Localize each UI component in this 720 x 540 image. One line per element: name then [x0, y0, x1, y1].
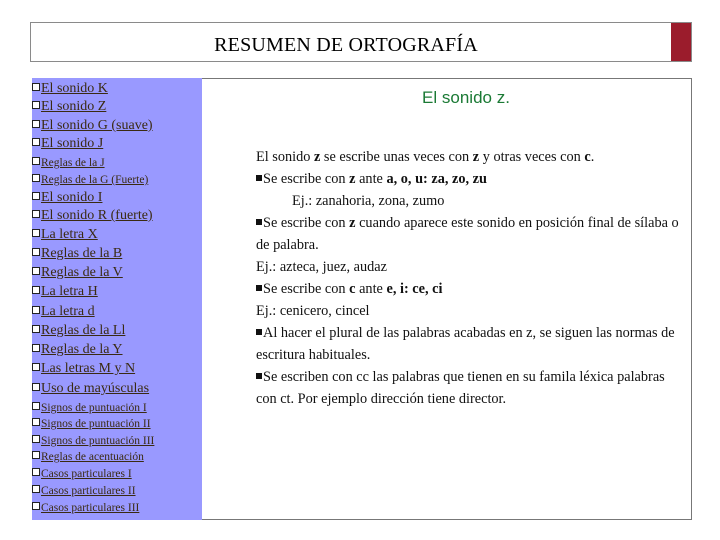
sidebar-item-label[interactable]: La letra d: [41, 304, 95, 319]
sidebar-item[interactable]: [32, 266, 123, 280]
example-line: Ej.: cenicero, cincel: [256, 303, 370, 319]
checkbox-bullet-icon: [32, 344, 40, 352]
checkbox-bullet-icon: [32, 435, 40, 443]
checkbox-bullet-icon: [32, 267, 40, 275]
square-bullet-icon: [256, 175, 262, 181]
sidebar-item-label[interactable]: El sonido R (fuerte): [41, 208, 153, 223]
sidebar-item-label[interactable]: Signos de puntuación II: [41, 418, 151, 430]
sidebar-item[interactable]: [32, 402, 147, 415]
sidebar-item-label[interactable]: Casos particulares III: [41, 502, 140, 514]
content-title: El sonido z.: [422, 88, 510, 107]
sidebar-item[interactable]: [32, 362, 135, 376]
page-title: RESUMEN DE ORTOGRAFÍA: [214, 34, 478, 56]
checkbox-bullet-icon: [32, 138, 40, 146]
checkbox-bullet-icon: [32, 192, 40, 200]
sidebar-item[interactable]: [32, 502, 139, 515]
sidebar-item-label[interactable]: La letra X: [41, 227, 98, 242]
checkbox-bullet-icon: [32, 83, 40, 91]
sidebar-item[interactable]: [32, 285, 98, 299]
sidebar-item[interactable]: [32, 343, 123, 357]
checkbox-bullet-icon: [32, 286, 40, 294]
checkbox-bullet-icon: [32, 248, 40, 256]
sidebar-item[interactable]: [32, 451, 144, 464]
sidebar-item-label[interactable]: El sonido I: [41, 190, 103, 205]
sidebar-item[interactable]: [32, 418, 151, 431]
checkbox-bullet-icon: [32, 101, 40, 109]
sidebar-item-label[interactable]: Reglas de la Ll: [41, 323, 126, 338]
checkbox-bullet-icon: [32, 502, 40, 510]
sidebar-item[interactable]: [32, 382, 149, 396]
checkbox-bullet-icon: [32, 485, 40, 493]
rule-item: Se escribe con c ante e, i: ce, ci: [256, 278, 688, 300]
checkbox-bullet-icon: [32, 468, 40, 476]
checkbox-bullet-icon: [32, 402, 40, 410]
checkbox-bullet-icon: [32, 229, 40, 237]
sidebar-item-label[interactable]: Reglas de la V: [41, 265, 123, 280]
square-bullet-icon: [256, 329, 262, 335]
checkbox-bullet-icon: [32, 383, 40, 391]
sidebar-item-label[interactable]: La letra H: [41, 284, 98, 299]
checkbox-bullet-icon: [32, 210, 40, 218]
sidebar-item[interactable]: [32, 324, 125, 338]
checkbox-bullet-icon: [32, 325, 40, 333]
sidebar-item[interactable]: [32, 137, 103, 151]
sidebar-item[interactable]: [32, 468, 132, 481]
sidebar-item-label[interactable]: Casos particulares II: [41, 485, 136, 497]
rule-item: Se escriben con cc las palabras que tienen en su famila léxica palabras con ct. Por ejemplo dirección tiene director.: [256, 369, 665, 407]
checkbox-bullet-icon: [32, 418, 40, 426]
checkbox-bullet-icon: [32, 120, 40, 128]
example-line: Ej.: azteca, juez, audaz: [256, 259, 387, 275]
intro-paragraph: El sonido z se escribe unas veces con z y otras veces con c.: [256, 149, 595, 165]
sidebar-item-label[interactable]: Las letras M y N: [41, 361, 136, 376]
sidebar-item-label[interactable]: Reglas de la G (Fuerte): [41, 174, 149, 186]
slide-header: [30, 22, 692, 62]
sidebar-item-label[interactable]: Signos de puntuación I: [41, 402, 147, 414]
square-bullet-icon: [256, 285, 262, 291]
rule-item: Al hacer el plural de las palabras acabadas en z, se siguen las normas de escritura habituales.: [256, 325, 675, 363]
checkbox-bullet-icon: [32, 157, 40, 165]
sidebar-item-label[interactable]: Reglas de acentuación: [41, 451, 144, 463]
example-line: Ej.: zanahoria, zona, zumo: [292, 193, 445, 209]
sidebar-item[interactable]: [32, 305, 95, 319]
sidebar-item[interactable]: [32, 191, 102, 205]
content-body: [256, 146, 688, 410]
sidebar-item-label[interactable]: El sonido Z: [41, 99, 107, 114]
rule-item: Se escribe con z cuando aparece este sonido en posición final de sílaba o de palabra.: [256, 215, 679, 253]
sidebar-item[interactable]: [32, 435, 154, 448]
sidebar-item-label[interactable]: Uso de mayúsculas: [41, 381, 150, 396]
sidebar-item-label[interactable]: Reglas de la Y: [41, 342, 123, 357]
sidebar-item[interactable]: [32, 82, 108, 96]
checkbox-bullet-icon: [32, 363, 40, 371]
checkbox-bullet-icon: [32, 451, 40, 459]
sidebar-item[interactable]: [32, 174, 148, 187]
checkbox-bullet-icon: [32, 174, 40, 182]
sidebar-item-label[interactable]: Signos de puntuación III: [41, 435, 155, 447]
sidebar-item[interactable]: [32, 209, 153, 223]
sidebar-item[interactable]: [32, 228, 98, 242]
sidebar-item[interactable]: [32, 119, 153, 133]
sidebar-item-label[interactable]: El sonido K: [41, 81, 108, 96]
sidebar-item-label[interactable]: El sonido G (suave): [41, 118, 153, 133]
sidebar-item[interactable]: [32, 100, 106, 114]
checkbox-bullet-icon: [32, 306, 40, 314]
sidebar-item-label[interactable]: Reglas de la B: [41, 246, 123, 261]
header-accent-bar: [671, 23, 691, 61]
sidebar-item[interactable]: [32, 157, 105, 170]
sidebar-item-label[interactable]: El sonido J: [41, 136, 104, 151]
sidebar-item[interactable]: [32, 485, 136, 498]
sidebar-item-label[interactable]: Reglas de la J: [41, 157, 105, 169]
sidebar-item[interactable]: [32, 247, 122, 261]
square-bullet-icon: [256, 373, 262, 379]
sidebar-item-label[interactable]: Casos particulares I: [41, 468, 132, 480]
rule-item: Se escribe con z ante a, o, u: za, zo, zu: [256, 168, 688, 190]
square-bullet-icon: [256, 219, 262, 225]
